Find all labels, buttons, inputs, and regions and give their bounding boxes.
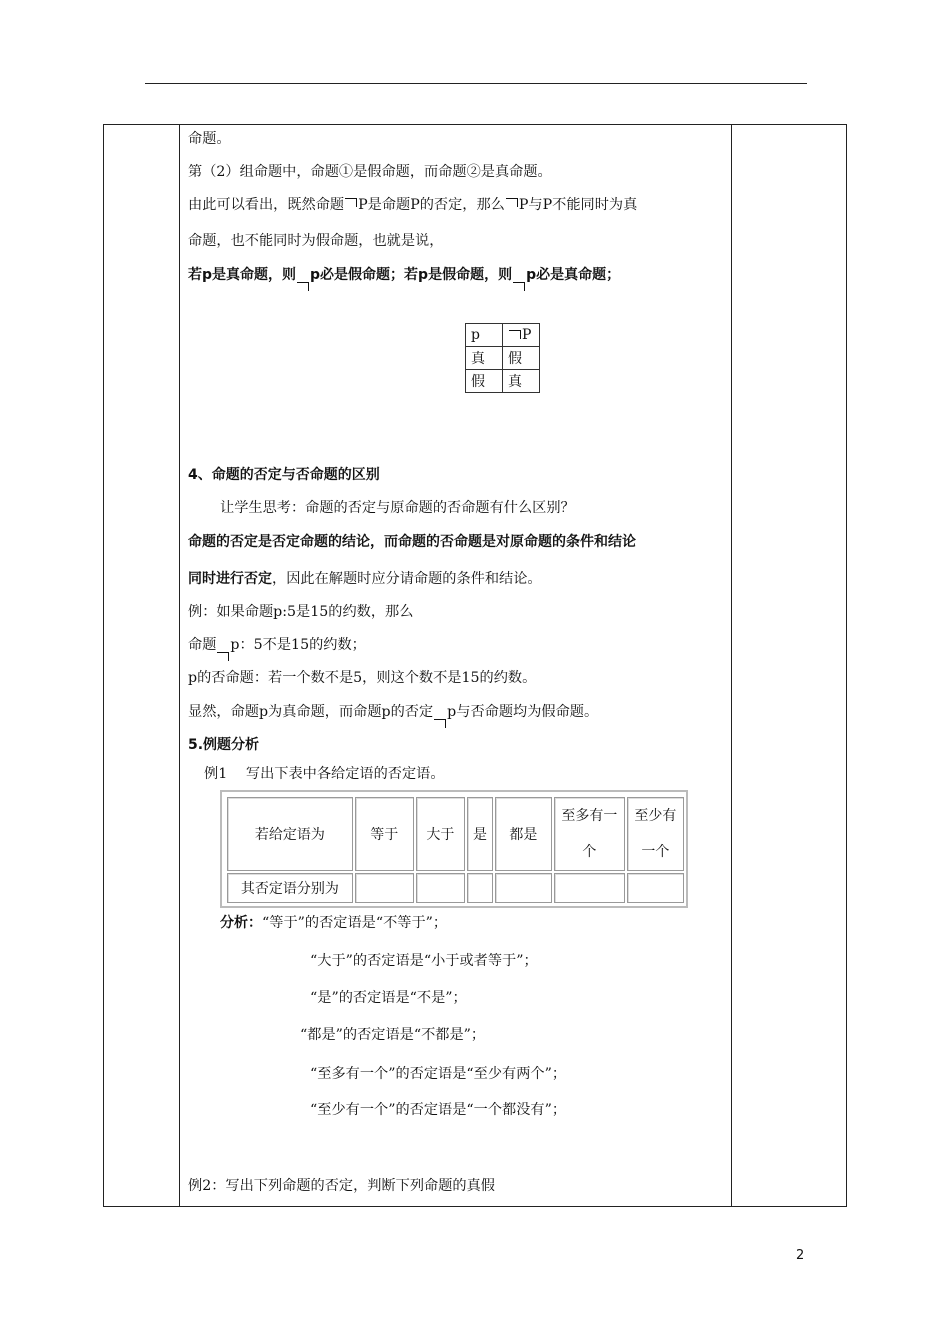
- truth-table-cell: 假: [503, 347, 540, 370]
- table-cell: 等于: [355, 797, 414, 871]
- page-number: 2: [796, 1248, 805, 1263]
- text-line: 命题，也不能同时为假命题，也就是说，: [188, 233, 444, 249]
- text-line: [188, 195, 637, 215]
- truth-table-cell: 假: [466, 370, 503, 393]
- section-title: 4、命题的否定与否命题的区别: [188, 467, 380, 483]
- text-line: 第（2）组命题中，命题①是假命题，而命题②是真命题。: [188, 164, 552, 180]
- table-cell: [554, 873, 625, 903]
- negation-symbol: [344, 195, 368, 215]
- text-span: 若p是真命题，则: [188, 267, 297, 283]
- text-span: p必是真命题；: [526, 267, 621, 283]
- column-divider-right: [731, 124, 732, 1207]
- truth-table-header: [503, 324, 540, 347]
- text-span: 同时进行否定: [188, 571, 272, 587]
- table-cell: [355, 873, 414, 903]
- table-cell: 至多有一个: [554, 797, 625, 871]
- text-line: [188, 702, 598, 722]
- text-line: p的否命题：若一个数不是5，则这个数不是15的约数。: [188, 670, 537, 686]
- table-cell: [416, 873, 465, 903]
- bold-conclusion: [188, 265, 620, 285]
- text-line: “都是”的否定语是“不都是”；: [300, 1027, 486, 1043]
- text-line: “至少有一个”的否定语是“一个都没有”；: [310, 1102, 567, 1118]
- table-cell: 是: [467, 797, 493, 871]
- text-span: p：5不是15的约数；: [230, 637, 366, 653]
- text-span: P: [518, 197, 529, 213]
- table-cell: 其否定语分别为: [227, 873, 353, 903]
- text-span: 分析：: [220, 915, 262, 931]
- text-span: P: [522, 327, 532, 343]
- column-divider-left: [179, 124, 180, 1207]
- negation-symbol: [505, 195, 529, 215]
- table-cell: [627, 873, 684, 903]
- text-span: “等于”的否定语是“不等于”；: [262, 915, 448, 931]
- text-line: 让学生思考：命题的否定与原命题的否命题有什么区别？: [220, 500, 575, 516]
- text-span: ，因此在解题时应分请命题的条件和结论。: [272, 571, 542, 587]
- table-cell: 若给定语为: [227, 797, 353, 871]
- text-span: 是命题P的否定，那么: [367, 197, 505, 213]
- truth-table-header: p: [466, 324, 503, 347]
- text-span: 与P不能同时为真: [528, 197, 638, 213]
- text-span: 显然，命题p为真命题，而命题p的否定: [188, 704, 434, 720]
- table-cell: 至少有一个: [627, 797, 684, 871]
- section-title: 5.例题分析: [188, 737, 260, 753]
- truth-table-cell: 真: [503, 370, 540, 393]
- table-cell: 都是: [495, 797, 552, 871]
- text-line: “大于”的否定语是“小于或者等于”；: [310, 953, 538, 969]
- negation-symbol: [508, 327, 531, 343]
- text-line: 例：如果命题p:5是15的约数，那么: [188, 604, 414, 620]
- text-span: P: [358, 197, 368, 213]
- header-rule: [145, 83, 807, 84]
- text-span: p必是假命题；若p是假命题，则: [310, 267, 513, 283]
- text-line: [188, 635, 366, 655]
- truth-table: [465, 323, 540, 393]
- text-span: 由此可以看出，既然命题: [188, 197, 345, 213]
- text-span: p与否命题均为假命题。: [447, 704, 599, 720]
- text-line: “至多有一个”的否定语是“至少有两个”；: [310, 1066, 567, 1082]
- truth-table-cell: 真: [466, 347, 503, 370]
- text-span: 命题: [188, 637, 217, 653]
- text-line: “是”的否定语是“不是”；: [310, 990, 467, 1006]
- table-cell: [467, 873, 493, 903]
- negation-table: [225, 795, 686, 905]
- table-cell: 大于: [416, 797, 465, 871]
- text-line: 例1 写出下表中各给定语的否定语。: [204, 766, 445, 782]
- bold-text-line: 命题的否定是否定命题的结论，而命题的否命题是对原命题的条件和结论: [188, 534, 636, 550]
- text-line: [188, 569, 542, 589]
- text-line: 命题。: [188, 131, 231, 147]
- table-cell: [495, 873, 552, 903]
- text-line: [220, 913, 447, 933]
- text-line: 例2：写出下列命题的否定，判断下列命题的真假: [188, 1178, 495, 1194]
- negation-table-frame: [220, 790, 688, 908]
